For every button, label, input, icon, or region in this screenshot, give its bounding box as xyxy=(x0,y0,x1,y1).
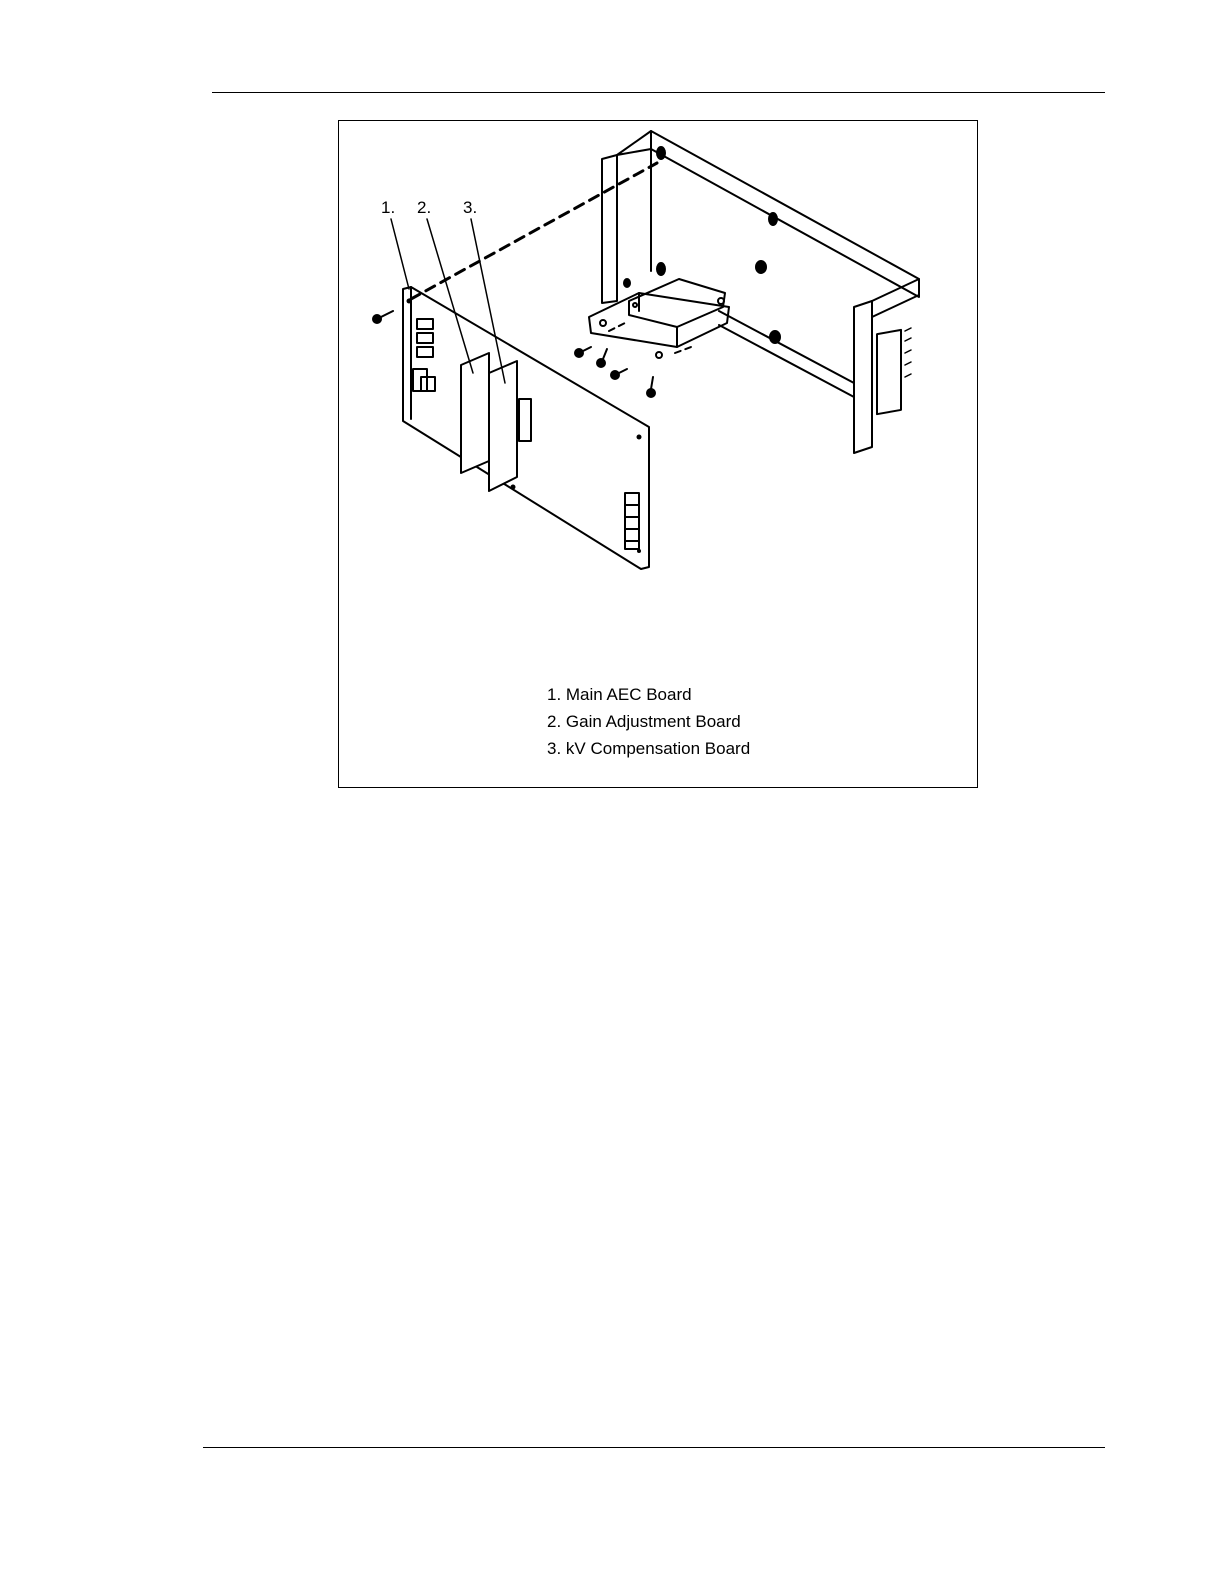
header-rule xyxy=(212,92,1105,93)
leader-line-1 xyxy=(391,219,409,289)
chassis-lower-rail-2 xyxy=(719,325,854,397)
gain-adjustment-board xyxy=(461,353,489,473)
legend-item-main-aec-board: 1. Main AEC Board xyxy=(547,685,692,704)
display-window xyxy=(877,330,901,414)
board-screw xyxy=(373,311,393,323)
callout-2: 2. xyxy=(417,198,432,217)
alignment-dashed-line xyxy=(411,163,657,299)
board-connectors xyxy=(413,319,435,391)
figure-frame xyxy=(338,120,978,788)
chassis-right-panel xyxy=(854,301,872,453)
board-relay xyxy=(519,399,531,441)
callout-3: 3. xyxy=(463,198,478,217)
mounting-bracket xyxy=(589,279,729,358)
chassis-lower-rail-1 xyxy=(719,311,854,383)
callout-1: 1. xyxy=(381,198,396,217)
display-digits xyxy=(905,328,911,377)
figure-legend xyxy=(547,681,750,762)
legend-item-kv-compensation-board: 3. kV Compensation Board xyxy=(547,739,751,758)
footer-rule xyxy=(203,1447,1105,1448)
chassis-left-panel xyxy=(602,155,617,303)
kv-compensation-board xyxy=(489,361,517,491)
legend-item-gain-adjustment-board: 2. Gain Adjustment Board xyxy=(547,712,741,731)
terminal-block xyxy=(625,493,639,549)
